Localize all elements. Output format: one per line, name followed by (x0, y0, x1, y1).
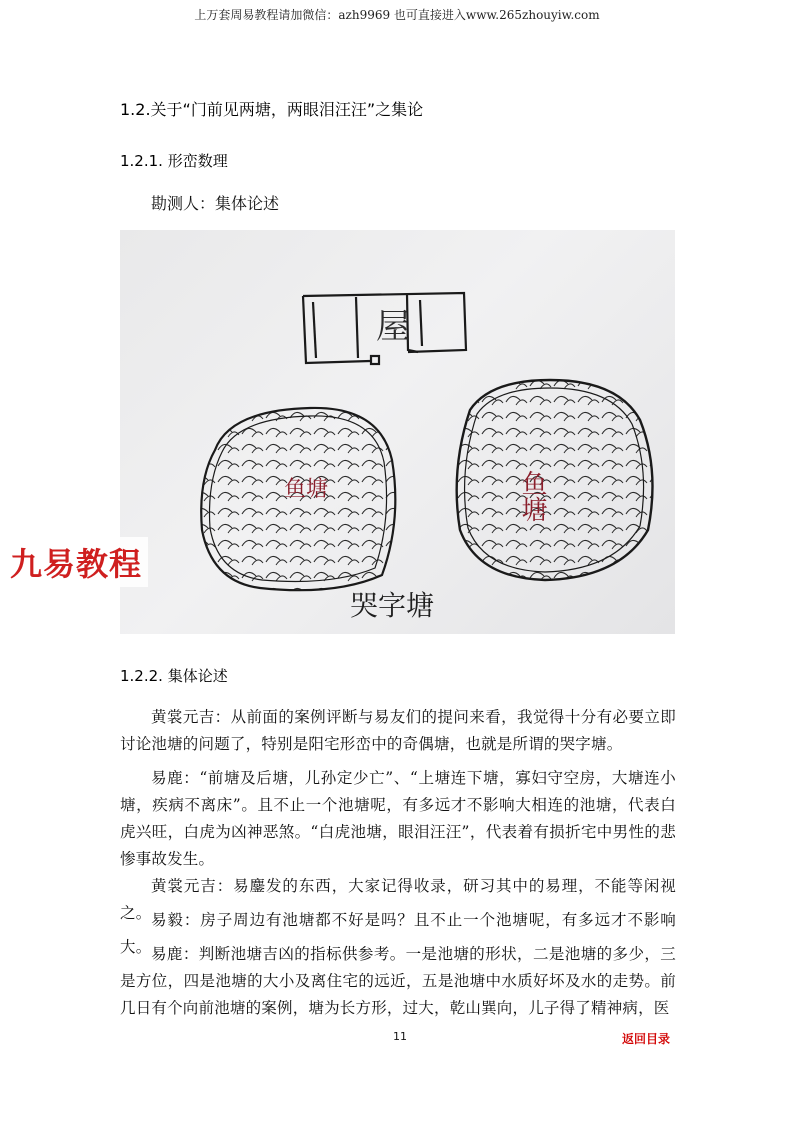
site-sketch-drawing (120, 230, 675, 634)
left-pond-label: 鱼塘 (284, 477, 329, 502)
subsection-heading-discussion: 1.2.2. 集体论述 (120, 667, 228, 685)
paragraph: 黄裳元吉：从前面的案例评断与易友们的提问来看，我觉得十分有必要立即讨论池塘的问题了，特别是阳宅形峦中的奇偶塘，也就是所谓的哭字塘。 (120, 708, 676, 753)
back-to-toc-link[interactable]: 返回目录 (622, 1032, 671, 1046)
paragraph: 黄裳元吉：易鏖发的东西，大家记得收录，研习其中的易理，不能等闲视之。 (120, 877, 676, 922)
surveyor-line: 勘测人：集体论述 (151, 194, 280, 213)
house-label: 屋 (376, 307, 410, 347)
right-pond (457, 380, 653, 580)
header-banner: 上万套周易教程请加微信：azh9969 也可直接进入www.265zhouyiw.com (194, 8, 600, 22)
subsection-heading-terrain: 1.2.1. 形峦数理 (120, 152, 228, 170)
paragraph: 易毅：房子周边有池塘都不好是吗？且不止一个池塘呢，有多远才不影响大。 (120, 911, 676, 956)
handwritten-caption: 哭字塘 (350, 589, 435, 622)
right-pond-label: 鱼塘 (517, 470, 547, 522)
section-heading: 1.2.关于“门前见两塘，两眼泪汪汪”之集论 (120, 100, 424, 119)
paragraph: 易鹿：判断池塘吉凶的指标供参考。一是池塘的形状，二是池塘的多少，三是方位，四是池塘的大小及离住宅的远近，五是池塘中水质好坏及水的走势。前几日有个向前池塘的案例，塘为长方形，过大，乾山巽向，儿子得了精神病，医 (120, 945, 676, 1017)
site-sketch-photo (120, 230, 675, 634)
watermark-logo: 九易教程 (6, 537, 148, 587)
paragraph: 易鹿：“前塘及后塘，儿孙定少亡”、“上塘连下塘，寡妇守空房，大塘连小塘，疾病不离床”。且不止一个池塘呢，有多远才不影响大相连的池塘，代表白虎兴旺，白虎为凶神恶煞。“白虎池塘，眼泪汪汪”，代表着有损折宅中男性的悲惨事故发生。 (120, 769, 676, 868)
page-number: 11 (393, 1030, 407, 1043)
